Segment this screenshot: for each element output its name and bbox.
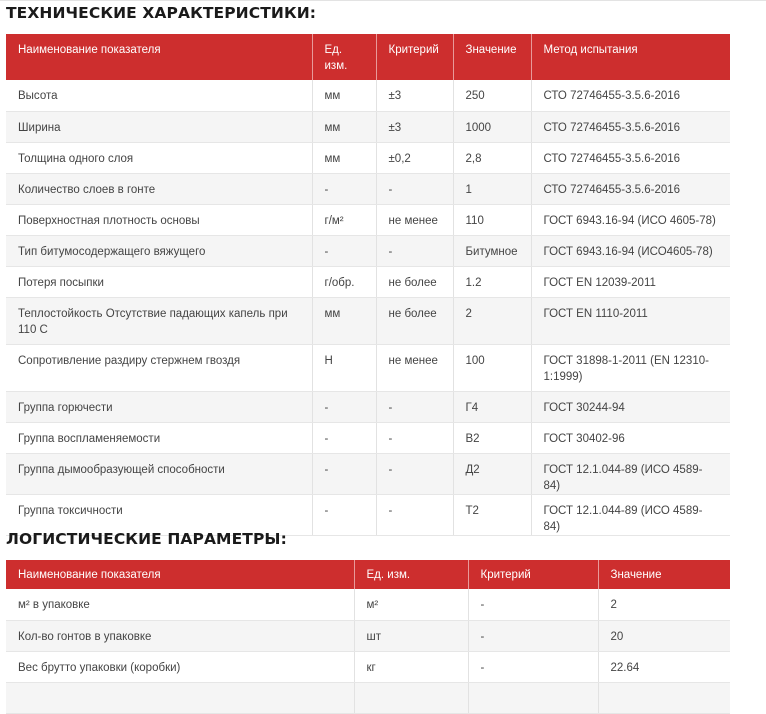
logistics-table bbox=[6, 560, 730, 714]
cell-criterion: - bbox=[468, 589, 598, 620]
cell-unit: - bbox=[312, 173, 376, 204]
cell-unit: Н bbox=[312, 344, 376, 391]
cell-name: Вес брутто упаковки (коробки) bbox=[6, 651, 354, 682]
table-row bbox=[6, 453, 730, 494]
cell-method: ГОСТ 12.1.044-89 (ИСО 4589-84) bbox=[531, 453, 730, 494]
table-row bbox=[6, 682, 730, 713]
cell-criterion: - bbox=[376, 391, 453, 422]
cell-value: 2 bbox=[453, 297, 531, 344]
cell-value: Т2 bbox=[453, 494, 531, 535]
cell-method: ГОСТ 6943.16-94 (ИСО 4605-78) bbox=[531, 204, 730, 235]
cell-method: ГОСТ 30402-96 bbox=[531, 422, 730, 453]
table-row bbox=[6, 204, 730, 235]
header-value: Значение bbox=[453, 34, 531, 80]
cell-unit: мм bbox=[312, 142, 376, 173]
cell-unit: м² bbox=[354, 589, 468, 620]
cell-criterion: ±3 bbox=[376, 80, 453, 111]
cell-value bbox=[598, 682, 730, 713]
cell-name: Кол-во гонтов в упаковке bbox=[6, 620, 354, 651]
cell-criterion: - bbox=[468, 620, 598, 651]
cell-name: Ширина bbox=[6, 111, 312, 142]
cell-criterion: не менее bbox=[376, 344, 453, 391]
cell-criterion: - bbox=[376, 173, 453, 204]
cell-method: ГОСТ 31898-1-2011 (EN 12310-1:1999) bbox=[531, 344, 730, 391]
table-row bbox=[6, 173, 730, 204]
cell-name: Количество слоев в гонте bbox=[6, 173, 312, 204]
header-method: Метод испытания bbox=[531, 34, 730, 80]
cell-value: 2,8 bbox=[453, 142, 531, 173]
cell-unit: - bbox=[312, 422, 376, 453]
cell-unit: г/м² bbox=[312, 204, 376, 235]
header-name: Наименование показателя bbox=[6, 34, 312, 80]
cell-value: 22.64 bbox=[598, 651, 730, 682]
header-unit: Ед. изм. bbox=[354, 560, 468, 589]
cell-name: Толщина одного слоя bbox=[6, 142, 312, 173]
cell-name: Поверхностная плотность основы bbox=[6, 204, 312, 235]
cell-method: СТО 72746455-3.5.6-2016 bbox=[531, 173, 730, 204]
cell-criterion: ±0,2 bbox=[376, 142, 453, 173]
cell-value: 250 bbox=[453, 80, 531, 111]
table-row bbox=[6, 391, 730, 422]
table-row bbox=[6, 80, 730, 111]
cell-method: ГОСТ 30244-94 bbox=[531, 391, 730, 422]
cell-unit: мм bbox=[312, 297, 376, 344]
cell-criterion: - bbox=[468, 651, 598, 682]
cell-unit bbox=[354, 682, 468, 713]
technical-header-row bbox=[6, 34, 730, 80]
table-row bbox=[6, 589, 730, 620]
header-criterion: Критерий bbox=[468, 560, 598, 589]
cell-name: Сопротивление раздиру стержнем гвоздя bbox=[6, 344, 312, 391]
cell-name: Группа воспламеняемости bbox=[6, 422, 312, 453]
table-row bbox=[6, 111, 730, 142]
cell-unit: мм bbox=[312, 80, 376, 111]
cell-name: Группа токсичности bbox=[6, 494, 312, 535]
cell-criterion: - bbox=[376, 422, 453, 453]
table-row bbox=[6, 235, 730, 266]
header-unit: Ед. изм. bbox=[312, 34, 376, 80]
cell-unit: - bbox=[312, 453, 376, 494]
cell-criterion bbox=[468, 682, 598, 713]
cell-unit: мм bbox=[312, 111, 376, 142]
cell-criterion: - bbox=[376, 235, 453, 266]
cell-criterion: ±3 bbox=[376, 111, 453, 142]
table-row bbox=[6, 344, 730, 391]
cell-criterion: - bbox=[376, 453, 453, 494]
cell-method: СТО 72746455-3.5.6-2016 bbox=[531, 142, 730, 173]
cell-value: В2 bbox=[453, 422, 531, 453]
cell-criterion: - bbox=[376, 494, 453, 535]
header-value: Значение bbox=[598, 560, 730, 589]
table-row bbox=[6, 651, 730, 682]
cell-value: 20 bbox=[598, 620, 730, 651]
cell-criterion: не менее bbox=[376, 204, 453, 235]
cell-unit: кг bbox=[354, 651, 468, 682]
cell-value: Битумное bbox=[453, 235, 531, 266]
technical-section-title: ТЕХНИЧЕСКИЕ ХАРАКТЕРИСТИКИ: bbox=[6, 4, 317, 22]
cell-name: Группа дымообразующей способности bbox=[6, 453, 312, 494]
table-row bbox=[6, 494, 730, 535]
cell-method: СТО 72746455-3.5.6-2016 bbox=[531, 111, 730, 142]
cell-method: СТО 72746455-3.5.6-2016 bbox=[531, 80, 730, 111]
cell-value: 110 bbox=[453, 204, 531, 235]
cell-unit: - bbox=[312, 235, 376, 266]
cell-value: 100 bbox=[453, 344, 531, 391]
table-row bbox=[6, 266, 730, 297]
cell-value: 1 bbox=[453, 173, 531, 204]
header-name: Наименование показателя bbox=[6, 560, 354, 589]
cell-value: 2 bbox=[598, 589, 730, 620]
cell-method: ГОСТ EN 12039-2011 bbox=[531, 266, 730, 297]
cell-name: Группа горючести bbox=[6, 391, 312, 422]
cell-name: Потеря посыпки bbox=[6, 266, 312, 297]
technical-table bbox=[6, 34, 730, 536]
table-row bbox=[6, 422, 730, 453]
cell-criterion: не более bbox=[376, 266, 453, 297]
cell-method: ГОСТ EN 1110-2011 bbox=[531, 297, 730, 344]
cell-criterion: не более bbox=[376, 297, 453, 344]
cell-name: Теплостойкость Отсутствие падающих капель при 110 С bbox=[6, 297, 312, 344]
header-criterion: Критерий bbox=[376, 34, 453, 80]
cell-name: Высота bbox=[6, 80, 312, 111]
cell-method: ГОСТ 6943.16-94 (ИСО4605-78) bbox=[531, 235, 730, 266]
cell-name: м² в упаковке bbox=[6, 589, 354, 620]
cell-name: Тип битумосодержащего вяжущего bbox=[6, 235, 312, 266]
cell-value: Г4 bbox=[453, 391, 531, 422]
top-divider bbox=[0, 0, 766, 1]
table-row bbox=[6, 620, 730, 651]
cell-unit: - bbox=[312, 494, 376, 535]
logistics-header-row bbox=[6, 560, 730, 589]
cell-unit: г/обр. bbox=[312, 266, 376, 297]
logistics-section-title: ЛОГИСТИЧЕСКИЕ ПАРАМЕТРЫ: bbox=[6, 530, 287, 548]
cell-value: 1000 bbox=[453, 111, 531, 142]
cell-name bbox=[6, 682, 354, 713]
table-row bbox=[6, 142, 730, 173]
cell-method: ГОСТ 12.1.044-89 (ИСО 4589-84) bbox=[531, 494, 730, 535]
cell-unit: шт bbox=[354, 620, 468, 651]
cell-unit: - bbox=[312, 391, 376, 422]
cell-value: Д2 bbox=[453, 453, 531, 494]
table-row bbox=[6, 297, 730, 344]
cell-value: 1.2 bbox=[453, 266, 531, 297]
